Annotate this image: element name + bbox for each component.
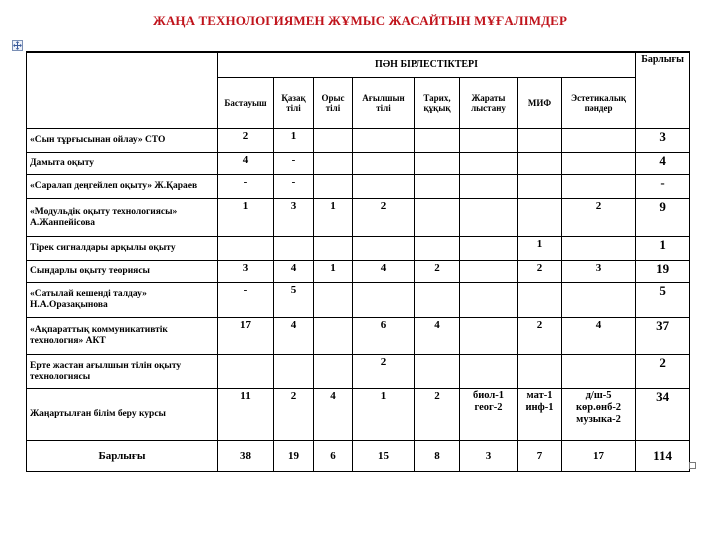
table-cell: 1	[218, 199, 274, 237]
table-move-handle-icon[interactable]	[12, 40, 23, 51]
row-label: Тірек сигналдары арқылы оқыту	[27, 237, 218, 261]
row-total: 34	[636, 389, 690, 441]
table-cell	[353, 283, 415, 318]
subject-header: Қазақ тілі	[274, 78, 314, 129]
table-cell	[562, 153, 636, 175]
subject-header: МИФ	[518, 78, 562, 129]
table-cell	[460, 283, 518, 318]
table-cell: -	[274, 175, 314, 199]
row-label: Сындарлы оқыту теориясы	[27, 261, 218, 283]
table-cell	[353, 129, 415, 153]
table-cell	[460, 355, 518, 389]
table-cell: 2	[274, 389, 314, 441]
table-cell	[353, 237, 415, 261]
total-column-header: Барлығы	[636, 52, 690, 129]
row-label: «Ақпараттық коммуникативтік технология» АКТ	[27, 318, 218, 355]
row-label: Жаңартылған білім беру курсы	[27, 389, 218, 441]
table-cell	[314, 237, 353, 261]
table-cell	[353, 175, 415, 199]
table-cell: 5	[274, 283, 314, 318]
row-total: -	[636, 175, 690, 199]
subject-groups-header: ПӘН БІРЛЕСТІКТЕРІ	[218, 52, 636, 78]
table-cell: 4	[274, 261, 314, 283]
table-cell: 3	[218, 261, 274, 283]
table-cell	[460, 237, 518, 261]
table-cell	[460, 261, 518, 283]
table-cell: 2	[353, 355, 415, 389]
table-cell	[218, 355, 274, 389]
subject-header: Эстетикалық пәндер	[562, 78, 636, 129]
table-cell: мат-1 инф-1	[518, 389, 562, 441]
table-cell: 2	[415, 389, 460, 441]
table-row	[27, 355, 690, 389]
table-cell: 4	[353, 261, 415, 283]
table-cell	[415, 175, 460, 199]
header-corner-cell	[27, 52, 218, 129]
table-row	[27, 129, 690, 153]
table-cell: 2	[415, 261, 460, 283]
table-cell	[562, 283, 636, 318]
table-cell: -	[218, 283, 274, 318]
table-row	[27, 261, 690, 283]
row-total: 4	[636, 153, 690, 175]
row-total: 2	[636, 355, 690, 389]
footer-grand-total: 114	[636, 441, 690, 472]
subject-header: Жараты лыстану	[460, 78, 518, 129]
table-cell	[274, 237, 314, 261]
row-label: Дамыта оқыту	[27, 153, 218, 175]
table-cell: -	[218, 175, 274, 199]
table-cell	[314, 129, 353, 153]
row-total: 1	[636, 237, 690, 261]
table-cell	[518, 283, 562, 318]
table-cell: 4	[562, 318, 636, 355]
table-cell	[415, 283, 460, 318]
table-cell: 6	[353, 318, 415, 355]
table-cell	[460, 129, 518, 153]
table-cell: 17	[218, 318, 274, 355]
table-cell: -	[274, 153, 314, 175]
page-title: ЖАҢА ТЕХНОЛОГИЯМЕН ЖҰМЫС ЖАСАЙТЫН МҰҒАЛІМДЕР	[152, 13, 567, 28]
table-cell	[518, 175, 562, 199]
table-cell: 1	[518, 237, 562, 261]
footer-cell: 8	[415, 441, 460, 472]
table-cell	[518, 199, 562, 237]
table-resize-handle[interactable]	[689, 462, 696, 469]
table-row	[27, 237, 690, 261]
table-cell: биол-1 геог-2	[460, 389, 518, 441]
table-row	[27, 199, 690, 237]
table-cell: 1	[314, 261, 353, 283]
table-cell	[460, 318, 518, 355]
footer-cell: 6	[314, 441, 353, 472]
table-cell	[314, 175, 353, 199]
row-total: 37	[636, 318, 690, 355]
table-cell	[314, 355, 353, 389]
subject-header: Ағылшын тілі	[353, 78, 415, 129]
row-label: «Модульдік оқыту технологиясы» А.Жанпейісова	[27, 199, 218, 237]
table-cell: 4	[274, 318, 314, 355]
table-cell: 11	[218, 389, 274, 441]
table-cell	[518, 355, 562, 389]
footer-cell: 15	[353, 441, 415, 472]
table-row	[27, 389, 690, 441]
table-cell	[415, 355, 460, 389]
row-total: 3	[636, 129, 690, 153]
table-cell	[415, 237, 460, 261]
table-cell	[460, 199, 518, 237]
table-row	[27, 283, 690, 318]
table-cell	[518, 153, 562, 175]
row-total: 19	[636, 261, 690, 283]
table-cell	[314, 318, 353, 355]
table-cell: 2	[518, 261, 562, 283]
row-label: «Сатылай кешенді талдау» Н.А.Оразақынова	[27, 283, 218, 318]
table-cell: 3	[562, 261, 636, 283]
table-cell: 1	[353, 389, 415, 441]
row-label: «Сын тұрғысынан ойлау» СТО	[27, 129, 218, 153]
table-cell	[415, 129, 460, 153]
table-row	[27, 318, 690, 355]
table-cell	[314, 283, 353, 318]
table-cell: 4	[314, 389, 353, 441]
table-cell	[274, 355, 314, 389]
table-cell: 2	[218, 129, 274, 153]
table-cell	[562, 175, 636, 199]
table-cell: 1	[274, 129, 314, 153]
table-cell	[218, 237, 274, 261]
table-cell: 2	[353, 199, 415, 237]
technology-teachers-table	[26, 51, 690, 472]
footer-cell: 17	[562, 441, 636, 472]
table-cell	[460, 153, 518, 175]
table-cell: 2	[518, 318, 562, 355]
row-total: 9	[636, 199, 690, 237]
table-row	[27, 153, 690, 175]
row-label: Ерте жастан ағылшын тілін оқыту технологиясы	[27, 355, 218, 389]
footer-total-label: Барлығы	[27, 441, 218, 472]
table-cell: 3	[274, 199, 314, 237]
table-cell	[562, 355, 636, 389]
table-cell: 4	[218, 153, 274, 175]
subject-header: Тарих, құқық	[415, 78, 460, 129]
footer-cell: 7	[518, 441, 562, 472]
table-cell	[415, 199, 460, 237]
table-cell	[314, 153, 353, 175]
table-cell	[518, 129, 562, 153]
table-cell: 2	[562, 199, 636, 237]
footer-cell: 19	[274, 441, 314, 472]
footer-cell: 38	[218, 441, 274, 472]
table-row	[27, 175, 690, 199]
subject-header: Орыс тілі	[314, 78, 353, 129]
row-total: 5	[636, 283, 690, 318]
table-cell: 1	[314, 199, 353, 237]
table-cell	[353, 153, 415, 175]
row-label: «Саралап деңгейлеп оқыту» Ж.Қараев	[27, 175, 218, 199]
table-cell	[415, 153, 460, 175]
table-cell	[460, 175, 518, 199]
table-cell	[562, 129, 636, 153]
table-cell	[562, 237, 636, 261]
footer-cell: 3	[460, 441, 518, 472]
table-cell: д/ш-5 көр.өнб-2 музыка-2	[562, 389, 636, 441]
subject-header: Бастауыш	[218, 78, 274, 129]
table-cell: 4	[415, 318, 460, 355]
